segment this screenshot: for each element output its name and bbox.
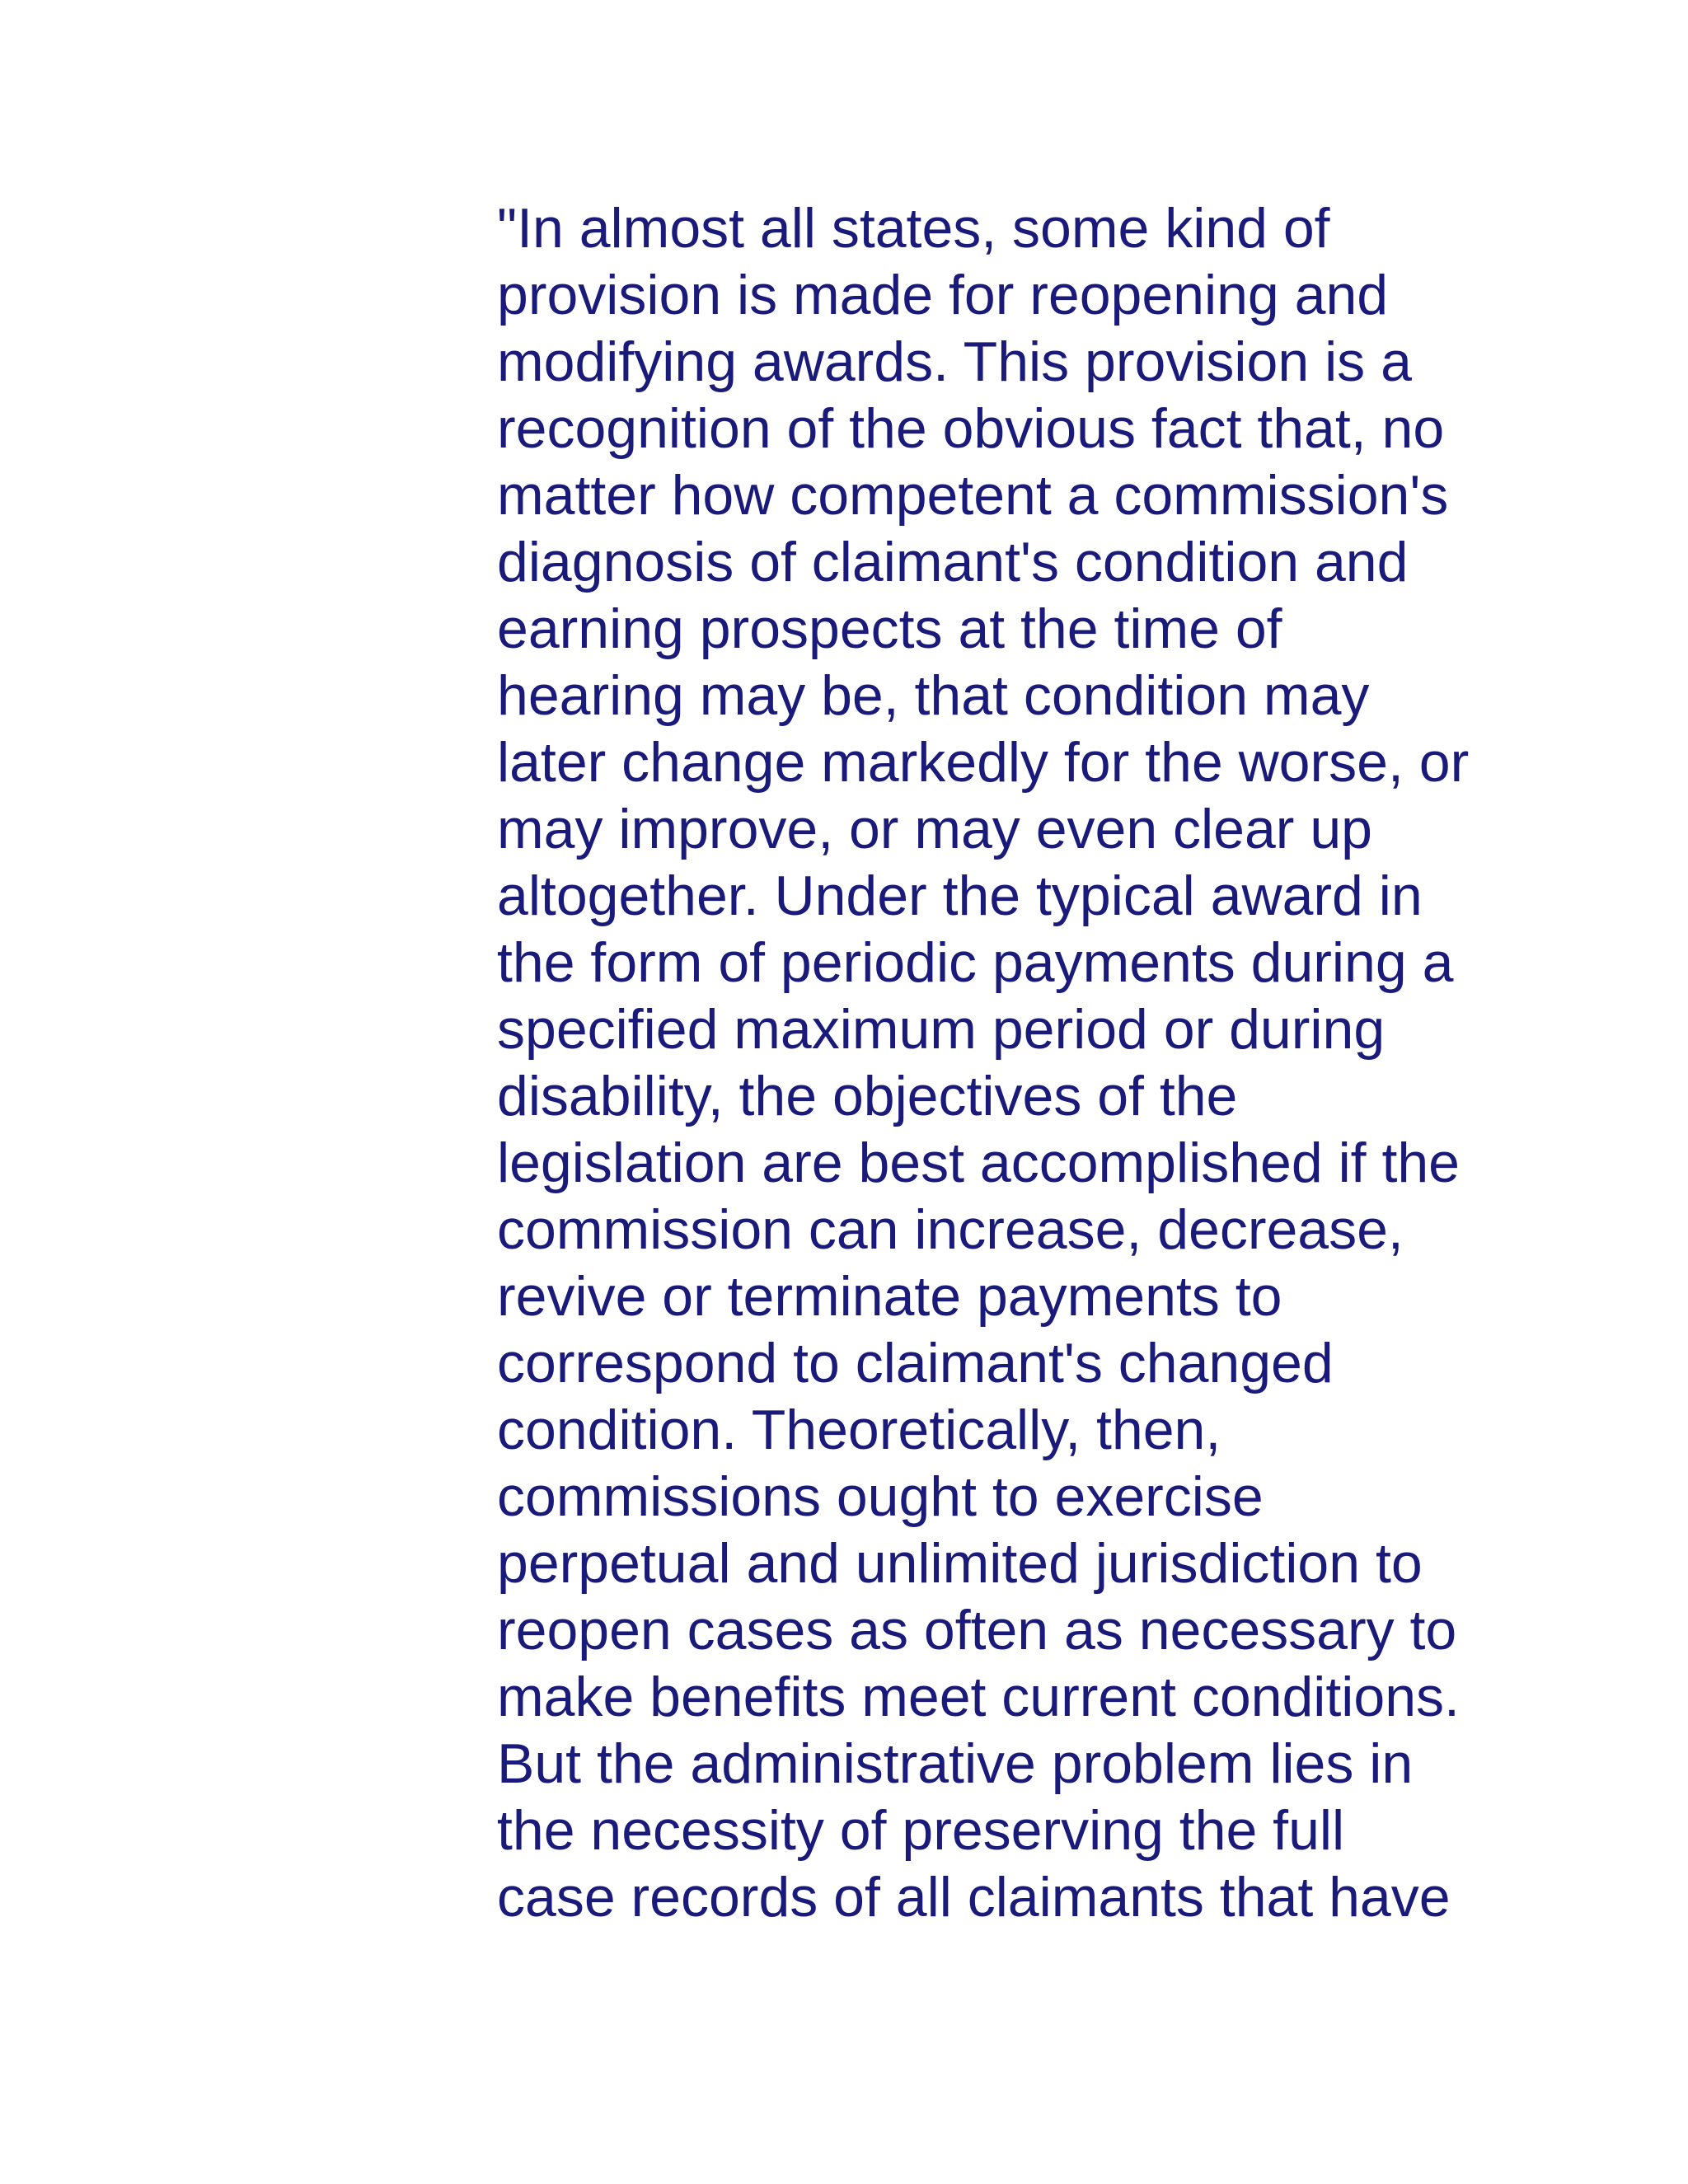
text-line-25: the necessity of preserving the full	[497, 1799, 1345, 1862]
text-line-21: perpetual and unlimited jurisdiction to	[497, 1532, 1423, 1595]
text-line-22: reopen cases as often as necessary to	[497, 1599, 1457, 1661]
text-line-7: earning prospects at the time of	[497, 598, 1282, 660]
text-line-10: may improve, or may even clear up	[497, 798, 1372, 860]
text-line-4: recognition of the obvious fact that, no	[497, 397, 1445, 460]
text-line-11: altogether. Under the typical award in	[497, 865, 1423, 927]
quote-paragraph	[497, 195, 1536, 1931]
text-line-14: disability, the objectives of the	[497, 1065, 1238, 1127]
text-line-8: hearing may be, that condition may	[497, 664, 1370, 727]
text-line-3: modifying awards. This provision is a	[497, 330, 1412, 393]
text-line-20: commissions ought to exercise	[497, 1465, 1264, 1528]
text-line-2: provision is made for reopening and	[497, 264, 1389, 326]
text-line-15: legislation are best accomplished if the	[497, 1132, 1460, 1194]
text-line-1: "In almost all states, some kind of	[497, 197, 1330, 260]
text-line-5: matter how competent a commission's	[497, 464, 1449, 527]
text-line-16: commission can increase, decrease,	[497, 1198, 1404, 1261]
text-line-6: diagnosis of claimant's condition and	[497, 531, 1409, 593]
text-line-24: But the administrative problem lies in	[497, 1732, 1414, 1795]
text-line-17: revive or terminate payments to	[497, 1265, 1282, 1328]
text-line-18: correspond to claimant's changed	[497, 1332, 1334, 1394]
text-line-9: later change markedly for the worse, or	[497, 731, 1470, 794]
text-line-26: case records of all claimants that have	[497, 1866, 1451, 1929]
text-line-13: specified maximum period or during	[497, 998, 1386, 1061]
text-line-12: the form of periodic payments during a	[497, 931, 1454, 994]
text-line-19: condition. Theoretically, then,	[497, 1399, 1221, 1461]
text-line-23: make benefits meet current conditions.	[497, 1666, 1460, 1728]
